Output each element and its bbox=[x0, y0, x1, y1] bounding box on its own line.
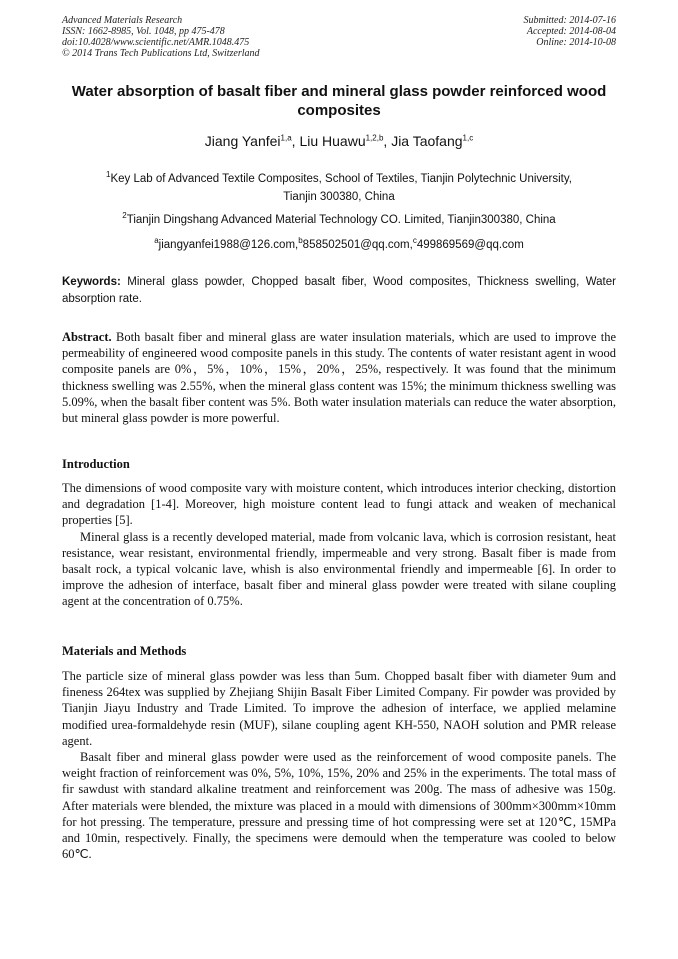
affiliation-2 bbox=[62, 211, 616, 229]
email-c: 499869569@qq.com bbox=[416, 239, 524, 251]
affiliation-1 bbox=[62, 170, 616, 206]
paper-title: Water absorption of basalt fiber and mineral glass powder reinforced wood composites bbox=[71, 83, 607, 119]
abstract-label: Abstract. bbox=[62, 330, 112, 344]
author-affiliation-marker: 1,c bbox=[462, 133, 474, 143]
methods-body bbox=[62, 668, 616, 862]
journal-header-left bbox=[62, 15, 260, 59]
affiliation-marker: 1 bbox=[106, 170, 111, 180]
email-marker: c bbox=[412, 236, 417, 246]
affiliation-1-line-1: Key Lab of Advanced Textile Composites, School of Textiles, Tianjin Polytechnic University, bbox=[110, 173, 572, 185]
keywords bbox=[62, 274, 616, 308]
author-affiliation-marker: 1,2,b bbox=[365, 133, 384, 143]
keywords-label: Keywords: bbox=[62, 276, 121, 288]
abstract-text: Both basalt fiber and mineral glass are water insulation materials, which are used to improve the permeability of engineered wood composite panels in this study. The contents of water resistant agent in wood composite panels are 0%，5%，10%，15%，20%，25%, respectively. It was found that the minimum thickness swelling was 2.55%, when the mineral glass content was 15%; the minimum thickness swelling was 5.09%, when the basalt fiber content was 5%. Both water insulation materials can reduce the water absorption, but mineral glass powder is more powerful. bbox=[62, 330, 617, 426]
introduction-paragraph-2: Mineral glass is a recently developed material, made from volcanic lava, which is corrosion resistant, heat resistance, wear resistant, environmental friendly, impermeable and very strong. Basalt fiber is made from basalt rock, a typical volcanic lave, whish is also environmental friendly and impermeable [6]. In order to improve the adhesion of interface, basalt fiber and mineral glass powder were treated with silane coupling agent at the concentration of 0.75%. bbox=[62, 529, 616, 609]
author-name: Jiang Yanfei bbox=[204, 133, 281, 149]
accepted-date: Accepted: 2014-08-04 bbox=[526, 26, 616, 37]
introduction-paragraph-1: The dimensions of wood composite vary with moisture content, which introduces interior checking, distortion and degradation [1-4]. Moreover, high moisture content lead to fungi attack and weaken of mechanical properties [5]. bbox=[62, 481, 616, 528]
affiliation-1-line-2: Tianjin 300380, China bbox=[283, 191, 395, 203]
submitted-date: Submitted: 2014-07-16 bbox=[523, 15, 616, 26]
issn-line: ISSN: 1662-8985, Vol. 1048, pp 475-478 bbox=[62, 26, 225, 37]
abstract bbox=[62, 329, 616, 426]
introduction-body bbox=[62, 480, 616, 610]
methods-heading: Materials and Methods bbox=[62, 644, 187, 658]
introduction-heading: Introduction bbox=[62, 457, 130, 471]
journal-name: Advanced Materials Research bbox=[62, 15, 183, 26]
journal-header-right bbox=[524, 15, 617, 48]
author-name: Liu Huawu bbox=[299, 133, 366, 149]
affiliation-2-text: Tianjin Dingshang Advanced Material Technology CO. Limited, Tianjin300380, China bbox=[126, 214, 556, 226]
email-marker: a bbox=[154, 236, 159, 246]
email-a: jiangyanfei1988@126.com, bbox=[158, 239, 299, 251]
copyright-line: © 2014 Trans Tech Publications Ltd, Switzerland bbox=[62, 48, 260, 59]
author-emails bbox=[62, 236, 616, 254]
affiliation-marker: 2 bbox=[122, 211, 127, 221]
email-marker: b bbox=[298, 236, 303, 246]
online-date: Online: 2014-10-08 bbox=[536, 37, 616, 48]
author-affiliation-marker: 1,a bbox=[280, 133, 292, 143]
methods-paragraph-2: Basalt fiber and mineral glass powder were used as the reinforcement of wood composite panels. The weight fraction of reinforcement was 0%, 5%, 10%, 15%, 20% and 25% in the experiments. The total mass of fir sawdust with standard alkaline treatment and reinforcement was 200g. The mass of adhesive was 150g. After materials were blended, the mixture was placed in a mould with dimensions of 300mm×300mm×10mm for hot pressing. The temperature, pressure and pressing time of hot compressing were set at 120℃, 15MPa and 10min, respectively. Finally, the specimens were demould when the temperature was cooled to below 60℃. bbox=[62, 750, 616, 862]
keywords-text: Mineral glass powder, Chopped basalt fiber, Wood composites, Thickness swelling, Water absorption rate. bbox=[62, 276, 616, 305]
methods-paragraph-1: The particle size of mineral glass powder was less than 5um. Chopped basalt fiber with diameter 9um and fineness 264tex was supplied by Zhejiang Shijin Basalt Fiber Limited Company. Fir powder was provided by Tianjin Jiayu Industry and Trade Limited. To improve the adhesion of interface, we applied melamine modified urea-formaldehyde resin (MUF), silane coupling agent KH-550, NAOH solution and PMR release agent. bbox=[62, 669, 616, 748]
email-b: 858502501@qq.com, bbox=[302, 239, 413, 251]
doi-line: doi:10.4028/www.scientific.net/AMR.1048.475 bbox=[62, 37, 250, 48]
author-list: Jiang Yanfei$^{1,a}$, Liu Huawu$^{1,2,b}$, Jia Taofang$^{1,c}$ bbox=[204, 133, 474, 149]
author-name: Jia Taofang bbox=[391, 133, 463, 149]
